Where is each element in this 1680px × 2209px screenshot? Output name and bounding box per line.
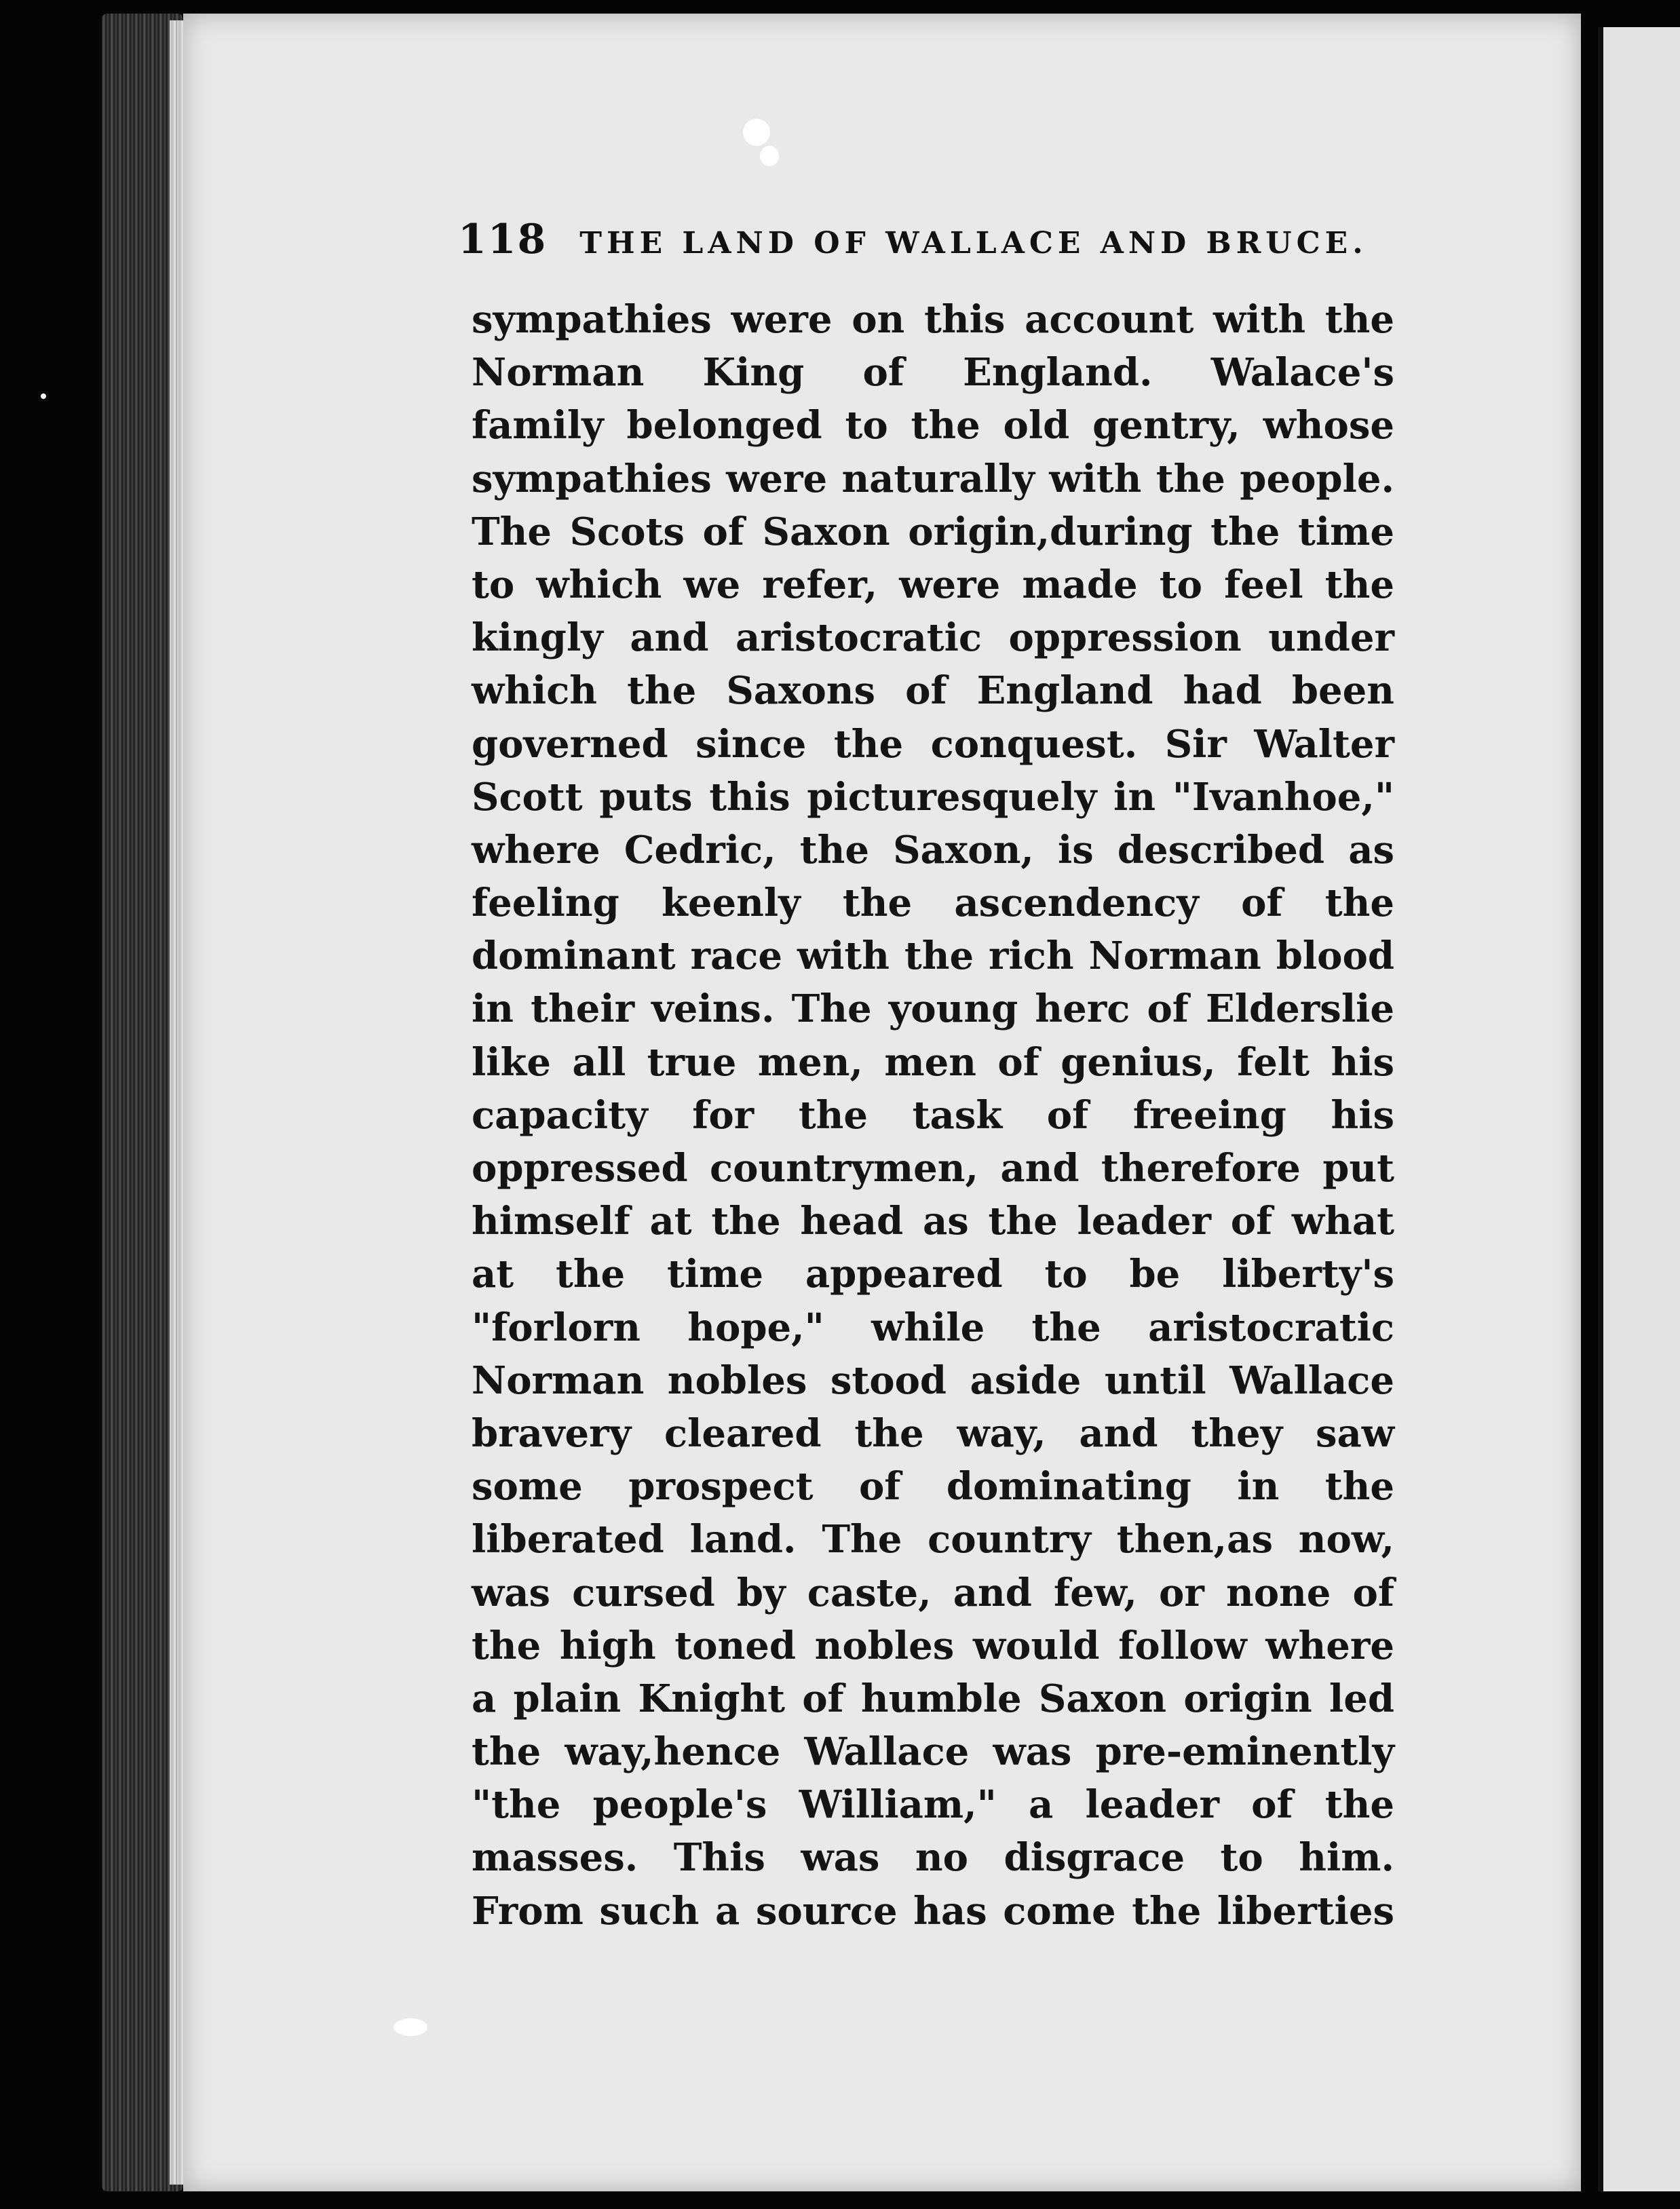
text-line: governed since the conquest. Sir Walter [472, 721, 1394, 767]
text-line: some prospect of dominating in the [472, 1464, 1394, 1510]
text-line: family belonged to the old gentry, whose [472, 403, 1394, 448]
text-line: The Scots of Saxon origin,during the time [472, 509, 1394, 554]
text-line: sympathies were naturally with the people. [472, 456, 1394, 501]
text-line: in their veins. The young herc of Elderslie [472, 986, 1394, 1032]
text-line: himself at the head as the leader of what [472, 1199, 1394, 1244]
text-line: Scott puts this picturesquely in "Ivanhoe," [472, 774, 1394, 820]
text-line: "forlorn hope," while the aristocratic [472, 1305, 1394, 1350]
text-line: feeling keenly the ascendency of the [472, 881, 1394, 926]
text-line: at the time appeared to be liberty's [472, 1252, 1394, 1297]
text-line: kingly and aristocratic oppression under [472, 615, 1394, 661]
text-line: sympathies were on this account with the [472, 297, 1394, 342]
text-line: a plain Knight of humble Saxon origin led [472, 1676, 1394, 1721]
page-header [458, 216, 1368, 270]
text-line: like all true men, men of genius, felt his [472, 1039, 1394, 1085]
text-line: where Cedric, the Saxon, is described as [472, 827, 1394, 872]
text-line: oppressed countrymen, and therefore put [472, 1146, 1394, 1191]
running-head: THE LAND OF WALLACE AND BRUCE. [579, 226, 1368, 261]
text-line: masses. This was no disgrace to him. [472, 1835, 1394, 1881]
text-line: to which we refer, were made to feel the [472, 562, 1394, 607]
text-line: which the Saxons of England had been [472, 668, 1394, 714]
text-line: Norman nobles stood aside until Wallace [472, 1358, 1394, 1403]
page-number: 118 [458, 216, 548, 263]
body-text [472, 293, 1394, 1938]
text-line: bravery cleared the way, and they saw [472, 1410, 1394, 1456]
text-line: "the people's William," a leader of the [472, 1782, 1394, 1828]
text-line: From such a source has come the liberties [472, 1888, 1394, 1934]
text-line: dominant race with the rich Norman blood [472, 934, 1394, 979]
text-line: Norman King of England. Walace's [472, 350, 1394, 396]
text-line: the high toned nobles would follow where [472, 1623, 1394, 1668]
facing-page-sliver [1598, 27, 1680, 2191]
text-line: the way,hence Wallace was pre-eminently [472, 1729, 1394, 1775]
text-line: liberated land. The country then,as now, [472, 1517, 1394, 1562]
text-line: was cursed by caste, and few, or none of [472, 1570, 1394, 1615]
text-line: capacity for the task of freeing his [472, 1092, 1394, 1138]
